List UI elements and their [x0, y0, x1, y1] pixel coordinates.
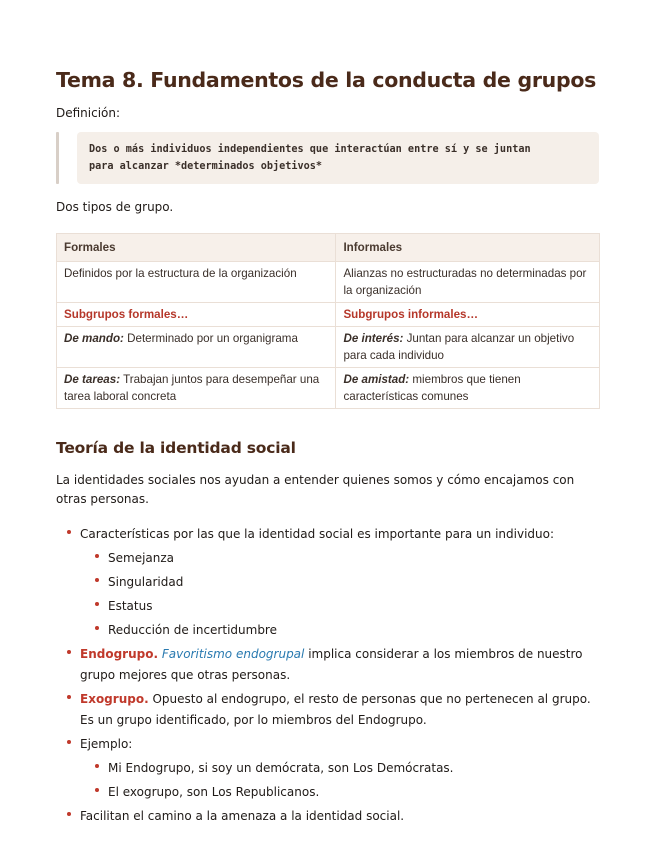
- bullet-icon: [95, 554, 99, 558]
- list-item-text: Facilitan el camino a la amenaza a la identidad social.: [80, 809, 405, 823]
- list-item: [56, 523, 599, 640]
- term-endogrupo: Endogrupo.: [80, 647, 159, 661]
- term-text: Trabajan juntos para desempeñar una tarea laboral concreta: [64, 373, 320, 403]
- table-cell: [336, 368, 600, 409]
- table-row: [57, 303, 600, 327]
- list-item-text: Semejanza: [108, 551, 175, 565]
- list-item: [56, 757, 599, 778]
- section-intro: La identidades sociales nos ayudan a entender quienes somos y cómo encajamos con otras personas.: [56, 473, 575, 506]
- table-row: [57, 262, 600, 303]
- bullet-icon: [67, 812, 71, 816]
- list-item: [56, 619, 599, 640]
- term: De mando:: [64, 332, 124, 345]
- quote-bar: [56, 132, 59, 184]
- list-item-text: Estatus: [108, 599, 153, 613]
- list-item-text: El exogrupo, son Los Republicanos.: [108, 785, 320, 799]
- bullet-icon: [95, 788, 99, 792]
- list-item: [56, 643, 599, 685]
- list-item-text: [80, 647, 583, 682]
- term: De interés:: [343, 332, 404, 345]
- bullet-icon: [95, 764, 99, 768]
- bullet-icon: [67, 740, 71, 744]
- list-item: [56, 571, 599, 592]
- header-informales: Informales: [336, 234, 600, 262]
- definition-quote: [56, 132, 599, 184]
- favoritismo-link[interactable]: Favoritismo endogrupal: [161, 647, 305, 661]
- list-item: [56, 805, 599, 826]
- sub-list: [80, 547, 599, 640]
- section-title: Teoría de la identidad social: [56, 439, 296, 457]
- table-cell: [336, 327, 600, 368]
- table-row: [57, 327, 600, 368]
- page-title: Tema 8. Fundamentos de la conducta de grupos: [56, 68, 597, 92]
- term-text: Juntan para alcanzar un objetivo para cada individuo: [343, 332, 575, 362]
- quote-line-2: para alcanzar *determinados objetivos*: [89, 161, 323, 172]
- table-cell-subgroup: Subgrupos formales…: [57, 303, 336, 327]
- sub-list: [80, 757, 599, 802]
- term-text: Determinado por un organigrama: [123, 332, 298, 345]
- list-item: [56, 547, 599, 568]
- list-item-text: Mi Endogrupo, si soy un demócrata, son Los Demócratas.: [108, 761, 454, 775]
- term-exogrupo: Exogrupo.: [80, 692, 149, 706]
- table-cell: [57, 368, 336, 409]
- list-item-text: Ejemplo:: [80, 737, 133, 751]
- list-item-detail: implica considerar a los miembros de nuestro grupo mejores que otras personas.: [80, 647, 583, 682]
- list-item-text: Singularidad: [108, 575, 184, 589]
- definition-label: Definición:: [56, 106, 121, 120]
- bullet-icon: [67, 650, 71, 654]
- table-header-row: [57, 234, 600, 262]
- bullet-icon: [95, 602, 99, 606]
- list-item: [56, 595, 599, 616]
- term-text: miembros que tienen características comunes: [343, 373, 521, 403]
- bullet-icon: [95, 626, 99, 630]
- group-types-table: [56, 233, 600, 409]
- bullet-icon: [67, 530, 71, 534]
- types-label: Dos tipos de grupo.: [56, 200, 174, 214]
- list-item: [56, 688, 599, 730]
- bullet-icon: [67, 695, 71, 699]
- term: De tareas:: [64, 373, 121, 386]
- quote-box: [77, 132, 599, 184]
- term: De amistad:: [343, 373, 410, 386]
- table-cell: [57, 327, 336, 368]
- list-item-text: Reducción de incertidumbre: [108, 623, 277, 637]
- list-item: [56, 781, 599, 802]
- list-item-text: Características por las que la identidad social es importante para un individuo:: [80, 527, 555, 541]
- quote-line-1: Dos o más individuos independientes que interactúan entre sí y se juntan: [89, 144, 531, 155]
- list-item-detail: Opuesto al endogrupo, el resto de personas que no pertenecen al grupo. Es un grupo identificado, por lo miembros del Endogrupo.: [80, 692, 591, 727]
- table-cell-subgroup: Subgrupos informales…: [336, 303, 600, 327]
- table-cell: Definidos por la estructura de la organización: [57, 262, 336, 303]
- table-row: [57, 368, 600, 409]
- list-item-text: [80, 692, 591, 727]
- header-formales: Formales: [57, 234, 336, 262]
- bullet-list: [56, 523, 599, 826]
- table-cell: Alianzas no estructuradas no determinadas por la organización: [336, 262, 600, 303]
- bullet-icon: [95, 578, 99, 582]
- list-item: [56, 733, 599, 802]
